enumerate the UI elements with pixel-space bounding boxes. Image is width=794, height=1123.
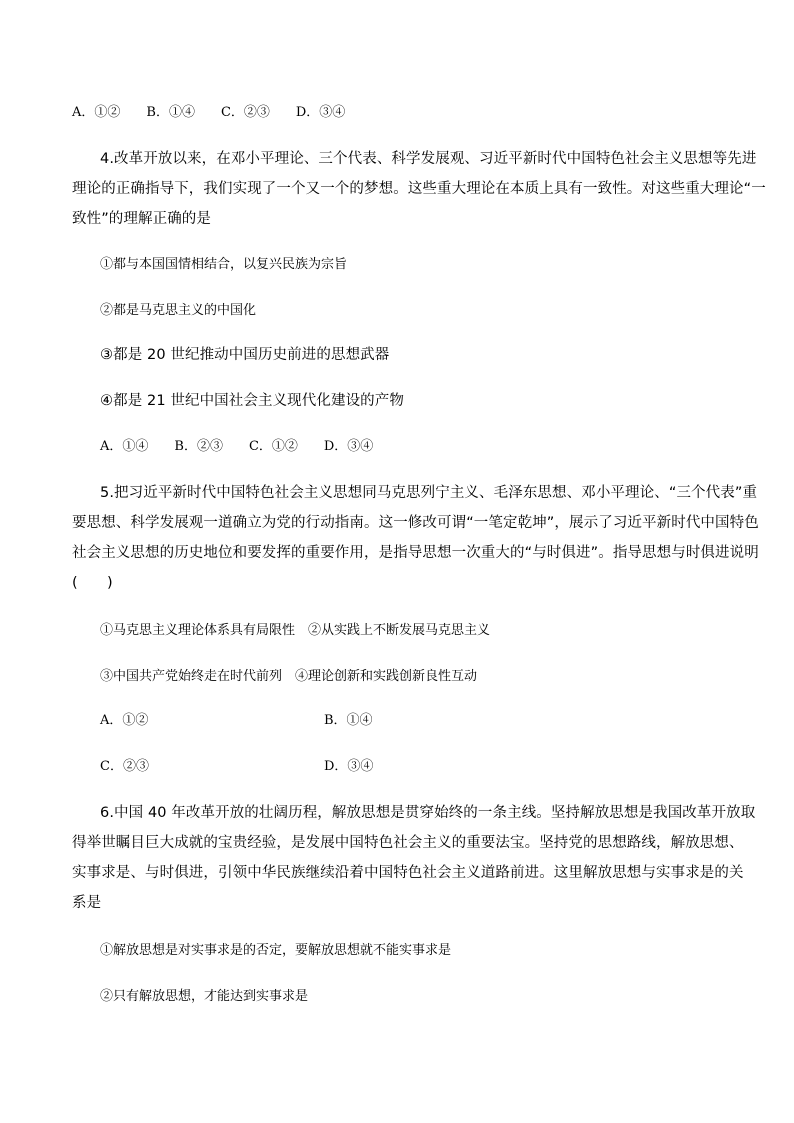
q5-answer-d: D．③④ xyxy=(324,759,374,774)
q4-stem-line-2: 理论的正确指导下，我们实现了一个又一个的梦想。这些重大理论在本质上具有一致性。对这些重大理论“一 xyxy=(72,181,766,197)
q4-stem-line-1: 4.改革开放以来，在邓小平理论、三个代表、科学发展观、习近平新时代中国特色社会主义思想等先进 xyxy=(100,151,757,167)
q3-answer-choices: A．①② B．①④ C．②③ D．③④ xyxy=(72,105,346,120)
q6-stem-line-4: 系是 xyxy=(72,895,102,911)
q6-stem-line-2: 得举世瞩目巨大成就的宝贵经验，是发展中国特色社会主义的重要法宝。坚持党的思想路线，解放思想、 xyxy=(72,835,744,851)
q4-option-2: ②都是马克思主义的中国化 xyxy=(100,303,257,318)
q6-stem-line-1: 6.中国 40 年改革开放的壮阔历程，解放思想是贯穿始终的一条主线。坚持解放思想是我国改革开放取 xyxy=(100,805,756,821)
q5-answer-a: A．①② xyxy=(100,713,149,728)
q5-stem-line-3: 社会主义思想的历史地位和要发挥的重要作用，是指导思想一次重大的“与时俱进”。指导思想与时俱进说明 xyxy=(72,545,759,561)
q6-option-1: ①解放思想是对实事求是的否定，要解放思想就不能实事求是 xyxy=(100,943,452,958)
q4-stem-line-3: 致性”的理解正确的是 xyxy=(72,211,212,227)
q5-option-line-1: ①马克思主义理论体系具有局限性 ②从实践上不断发展马克思主义 xyxy=(100,623,491,638)
q5-answer-c: C．②③ xyxy=(100,759,149,774)
q5-option-line-2: ③中国共产党始终走在时代前列 ④理论创新和实践创新良性互动 xyxy=(100,669,478,684)
q4-option-4: ④都是 21 世纪中国社会主义现代化建设的产物 xyxy=(100,393,404,409)
q4-answer-choices: A．①④ B．②③ C．①② D．③④ xyxy=(100,439,374,454)
q4-option-1: ①都与本国国情相结合，以复兴民族为宗旨 xyxy=(100,257,348,272)
q6-option-2: ②只有解放思想，才能达到实事求是 xyxy=(100,989,309,1004)
q5-stem-line-1: 5.把习近平新时代中国特色社会主义思想同马克思列宁主义、毛泽东思想、邓小平理论、“三个代表”重 xyxy=(100,485,758,501)
q5-stem-line-2: 要思想、科学发展观一道确立为党的行动指南。这一修改可谓“一笔定乾坤”，展示了习近平新时代中国特色 xyxy=(72,515,759,531)
q4-option-3: ③都是 20 世纪推动中国历史前进的思想武器 xyxy=(100,347,390,363)
q6-stem-line-3: 实事求是、与时俱进，引领中华民族继续沿着中国特色社会主义道路前进。这里解放思想与实事求是的关 xyxy=(72,865,744,881)
q5-stem-line-4: ( ) xyxy=(72,575,113,591)
q5-answer-b: B．①④ xyxy=(324,713,373,728)
